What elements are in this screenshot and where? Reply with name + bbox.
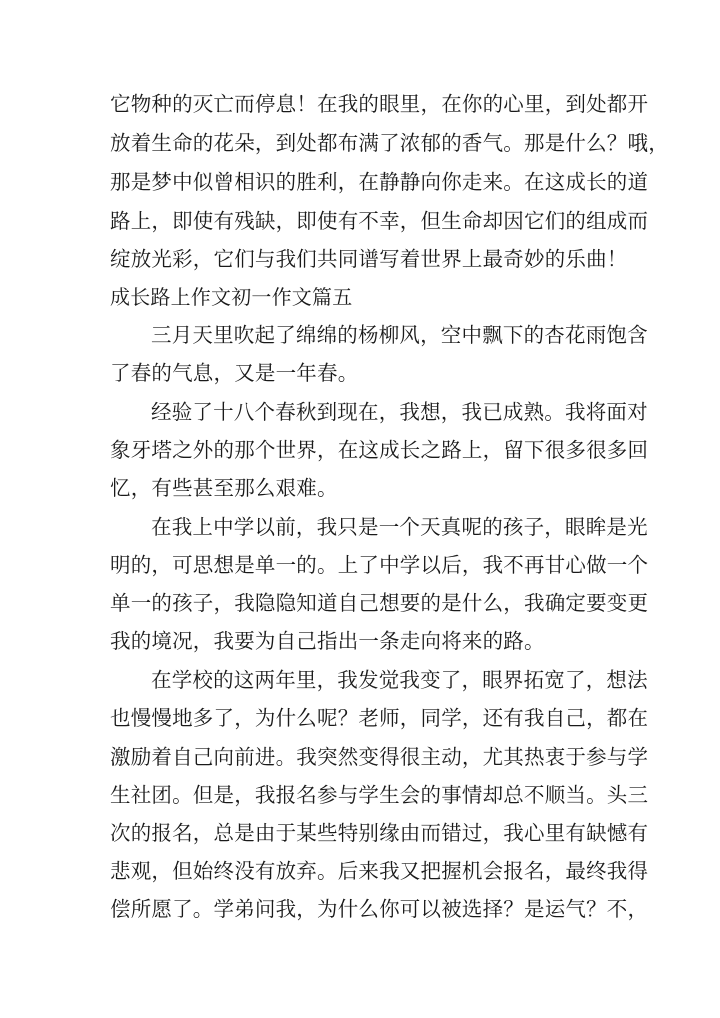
paragraph-line: 了春的气息，又是一年春。: [110, 361, 359, 385]
paragraph-line: 经验了十八个春秋到现在，我想，我已成熟。我将面对: [151, 400, 648, 424]
paragraph-line: 次的报名，总是由于某些特别缘由而错过，我心里有缺憾有: [110, 821, 649, 845]
text-line: 绽放光彩，它们与我们共同谱写着世界上最奇妙的乐曲！: [110, 247, 628, 271]
paragraph-line: 偿所愿了。学弟问我，为什么你可以被选择？是运气？不，: [110, 897, 649, 921]
paragraph-line: 激励着自己向前进。我突然变得很主动，尤其热衷于参与学: [110, 745, 649, 769]
paragraph-line: 在学校的这两年里，我发觉我变了，眼界拓宽了，想法: [151, 668, 648, 692]
paragraph-line: 三月天里吹起了绵绵的杨柳风，空中飘下的杏花雨饱含: [151, 323, 648, 347]
section-title: 成长路上作文初一作文篇五: [110, 285, 353, 309]
paragraph-line: 单一的孩子，我隐隐知道自己想要的是什么，我确定要变更: [110, 591, 649, 615]
paragraph-line: 在我上中学以前，我只是一个天真呢的孩子，眼眸是光: [151, 515, 648, 539]
paragraph-line: 明的，可思想是单一的。上了中学以后，我不再甘心做一个: [110, 553, 649, 577]
text-line: 路上，即使有残缺，即使有不幸，但生命却因它们的组成而: [110, 209, 649, 233]
paragraph-line: 生社团。但是，我报名参与学生会的事情却总不顺当。头三: [110, 783, 649, 807]
text-line: 放着生命的花朵，到处都布满了浓郁的香气。那是什么？哦，: [110, 131, 669, 155]
text-line: 它物种的灭亡而停息！在我的眼里，在你的心里，到处都开: [110, 92, 649, 116]
paragraph-line: 忆，有些甚至那么艰难。: [110, 476, 338, 500]
paragraph-line: 悲观，但始终没有放弃。后来我又把握机会报名，最终我得: [110, 859, 649, 883]
paragraph-line: 也慢慢地多了，为什么呢？老师，同学，还有我自己，都在: [110, 706, 649, 730]
paragraph-line: 我的境况，我要为自己指出一条走向将来的路。: [110, 629, 545, 653]
text-line: 那是梦中似曾相识的胜利，在静静向你走来。在这成长的道: [110, 170, 649, 194]
paragraph-line: 象牙塔之外的那个世界，在这成长之路上，留下很多很多回: [110, 438, 649, 462]
